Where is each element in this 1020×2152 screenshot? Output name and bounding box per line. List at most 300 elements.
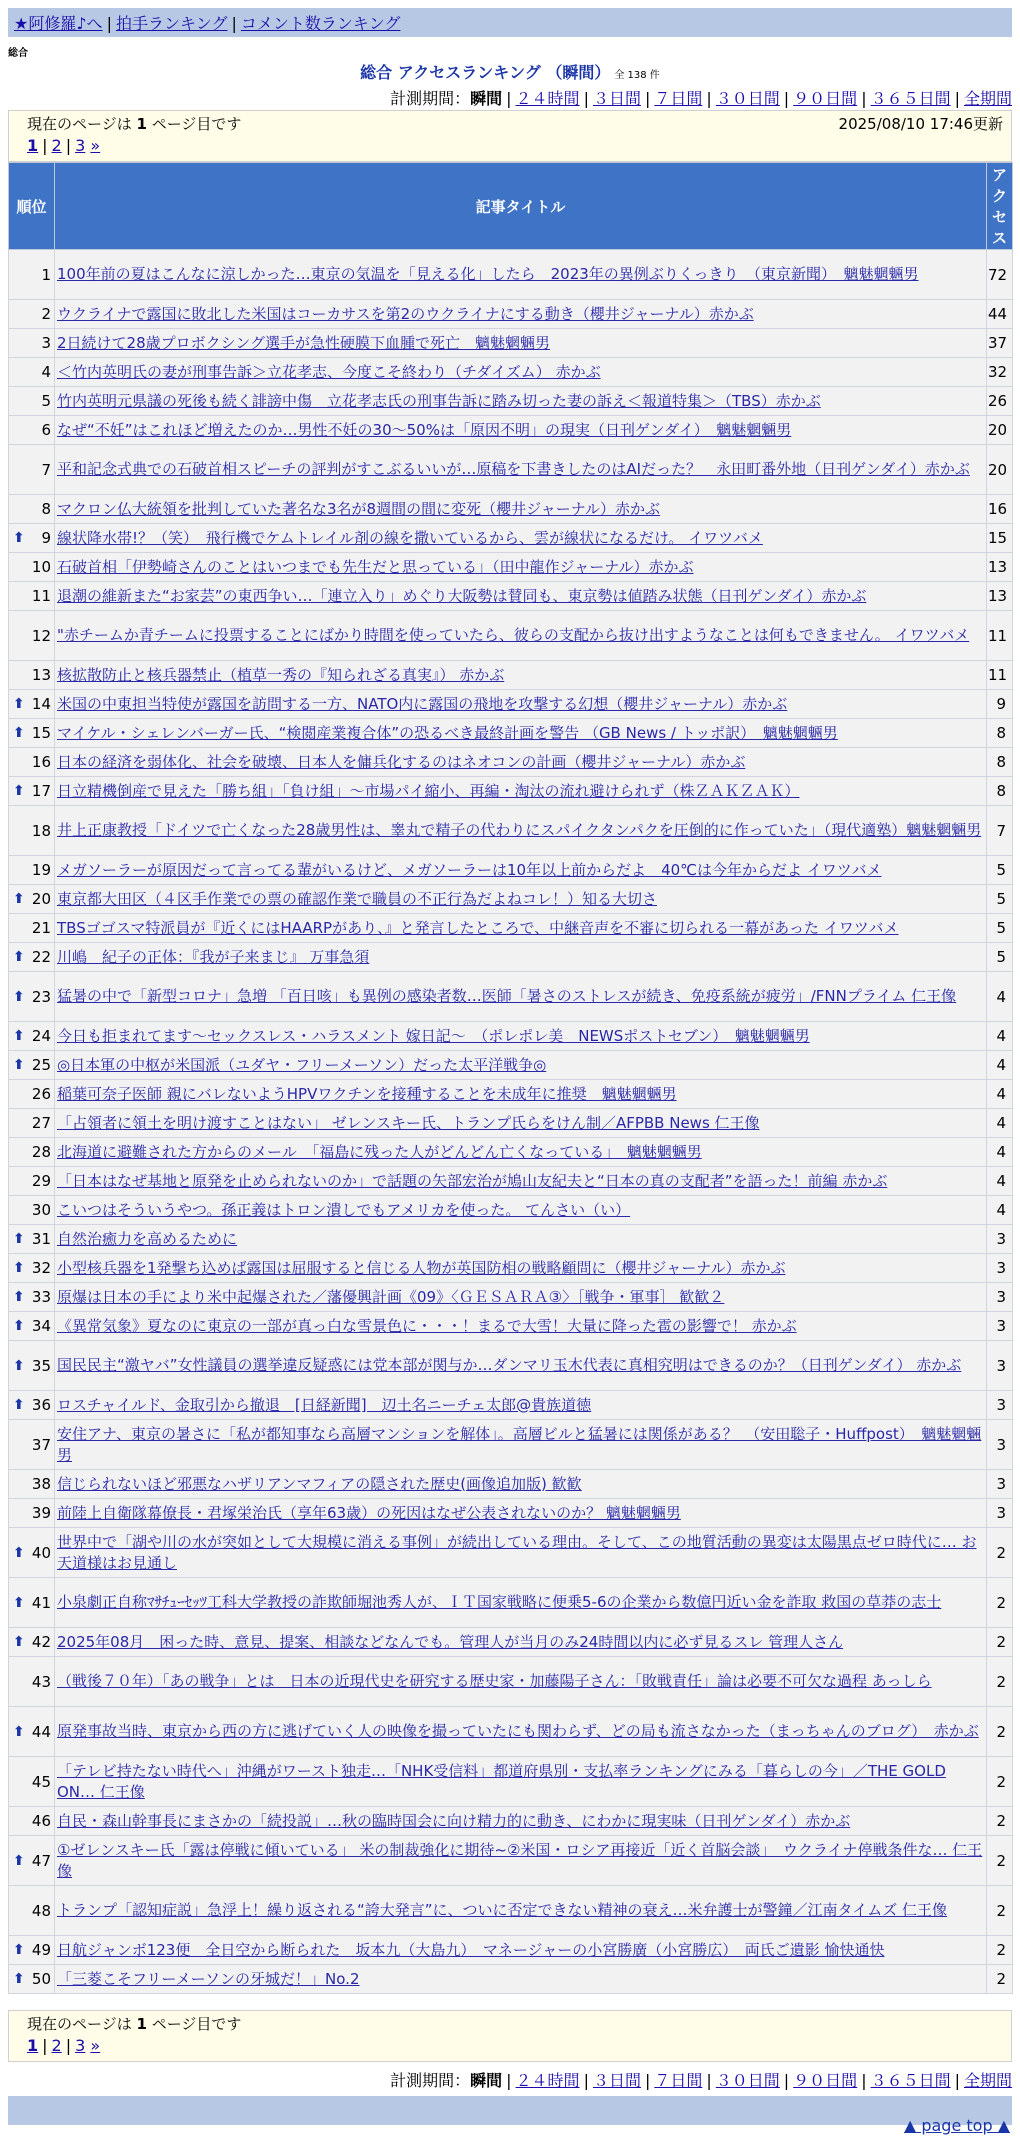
rank-number: 16 [31,753,51,771]
title-cell [55,972,987,1022]
title-cell [55,1807,987,1836]
rank-cell [9,495,55,524]
page-top [904,2116,1010,2135]
article-title-link[interactable]: 「日本はなぜ基地と原発を止められないのか」で話題の矢部宏治が鳩山友紀夫と“日本の真の支配者”を語った！前編 赤かぶ [57,1171,888,1190]
access-count: 15 [987,524,1013,553]
ranking-row [9,1499,1013,1528]
page-info [27,2013,1001,2034]
rank-cell [9,943,55,972]
page-separator: | [65,136,72,155]
access-count: 2 [987,1628,1013,1657]
rank-cell [9,1391,55,1420]
period-separator: | [583,2071,589,2090]
article-title-link[interactable]: 竹内英明元県議の死後も続く誹謗中傷 立花孝志氏の刑事告訴に踏み切った妻の訴え＜報道特集＞（TBS）赤かぶ [57,391,821,410]
access-count: 2 [987,1836,1013,1886]
access-count: 3 [987,1470,1013,1499]
rank-up-arrow-icon: ⬆ [13,1231,25,1247]
title-cell [55,690,987,719]
rank-up-arrow-icon: ⬆ [13,988,25,1005]
rank-header: 順位 [9,163,55,250]
article-title-link[interactable]: 2025年08月 困った時、意見、提案、相談などなんでも。管理人が当月のみ24時間以内に必ず見るスレ 管理人さん [57,1632,844,1651]
rank-up-arrow-icon: ⬆ [13,1357,25,1374]
access-count: 4 [987,1138,1013,1167]
ranking-row [9,300,1013,329]
rank-cell [9,1707,55,1757]
rank-cell [9,1080,55,1109]
ranking-row [9,972,1013,1022]
title-cell [55,914,987,943]
ranking-row [9,495,1013,524]
rank-up-arrow-icon: ⬆ [13,1971,25,1987]
article-title-link[interactable]: 稲葉可奈子医師 親にバレないようHPVワクチンを接種することを未成年に推奨 魑魅魍魎男 [57,1084,677,1103]
article-title-link[interactable]: （戦後７０年）「あの戦争」とは 日本の近現代史を研究する歴史家・加藤陽子さん：「敗戦責任」論は必要不可欠な過程 あっしら [57,1672,932,1690]
rank-number: 7 [41,460,51,479]
article-title-link[interactable]: 猛暑の中で「新型コロナ」急増 「百日咳」も異例の感染者数…医師「暑さのストレスが続き、免疫系統が疲労」/FNNプライム 仁王像 [57,987,957,1005]
ranking-row [9,329,1013,358]
period-separator: | [954,2071,960,2090]
rank-cell [9,416,55,445]
rank-cell [9,1499,55,1528]
rank-number: 11 [31,587,51,605]
rank-number: 20 [31,890,51,908]
ranking-row [9,777,1013,806]
rank-cell [9,1965,55,1994]
ranking-row [9,1420,1013,1470]
period-separator: | [706,2071,712,2090]
period-option-link[interactable]: ９０日間 [793,2071,858,2090]
period-separator: | [861,2071,867,2090]
period-option-link[interactable]: ９０日間 [793,89,858,108]
rank-number: 4 [41,363,51,381]
page-info-prefix: 現在のページは [27,115,132,133]
rank-cell [9,972,55,1022]
access-count: 16 [987,495,1013,524]
period-separator: | [783,89,790,108]
title-cell [55,524,987,553]
article-title-link[interactable]: 井上正康教授「ドイツで亡くなった28歳男性は、睾丸で精子の代わりにスパイクタンパクを圧倒的に作っていた」（現代適塾）魑魅魍魎男 [57,821,982,839]
title-cell [55,1420,987,1470]
title-cell [55,1312,987,1341]
ranking-row [9,1283,1013,1312]
article-title-link[interactable]: ロスチャイルド、金取引から撤退 [日経新聞] 辺土名ニーチェ太郎@貴族道徳 [57,1395,592,1414]
title-cell [55,1138,987,1167]
rank-cell [9,329,55,358]
access-count: 72 [987,250,1013,300]
article-title-link[interactable]: 今日も拒まれてます～セックスレス・ハラスメント 嫁日記～ （ポレポレ美 NEWSポストセブン） 魑魅魍魎男 [57,1026,810,1045]
rank-number: 40 [31,1543,51,1562]
access-count: 5 [987,856,1013,885]
nav-separator: | [231,14,237,33]
period-option-link[interactable]: ７日間 [654,89,703,108]
ranking-row [9,1707,1013,1757]
article-title-link[interactable]: 小型核兵器を1発撃ち込めば露国は屈服すると信じる人物が英国防相の戦略顧問に（櫻井ジャーナル）赤かぶ [57,1258,786,1277]
period-separator: | [783,2071,790,2090]
rank-number: 10 [31,558,51,576]
title-cell [55,1578,987,1628]
ranking-row [9,1578,1013,1628]
article-title-link[interactable]: 小泉劇正自称ﾏｻﾁｭｰｾｯﾂ工科大学教授の詐欺師堀池秀人が、ＩＴ国家戦略に便乗5-6の企業から数億円近い金を詐取 救国の草莽の志士 [57,1593,942,1611]
period-separator: | [583,89,589,108]
rank-cell [9,914,55,943]
rank-number: 44 [31,1722,51,1741]
title-cell [55,748,987,777]
article-title-link[interactable]: 信じられないほど邪悪なハザリアンマフィアの隠された歴史(画像追加版) 歓歓 [57,1474,582,1493]
page-link-current[interactable] [27,2036,38,2055]
ranking-row [9,806,1013,856]
period-selector-bottom [390,2068,1012,2091]
page-link[interactable]: 3 [75,2036,86,2055]
pager-bottom [8,2010,1012,2062]
rank-number: 47 [31,1851,51,1870]
article-title-link[interactable]: ＜竹内英明氏の妻が刑事告訴＞立花孝志、今度こそ終わり（チダイズム） 赤かぶ [57,362,601,381]
rank-cell [9,445,55,495]
access-count: 2 [987,1807,1013,1836]
article-title-link[interactable]: 《異常気象》夏なのに東京の一部が真っ白な雪景色に・・・！まるで大雪！大量に降った雹の影響で！ 赤かぶ [57,1316,797,1335]
rank-number: 45 [31,1772,51,1791]
rank-number: 41 [31,1593,51,1612]
page-separator: | [65,2036,72,2055]
article-title-link[interactable]: 自然治癒力を高めるために [57,1229,238,1248]
article-title-link[interactable]: 自民・森山幹事長にまさかの「続投説」…秋の臨時国会に向け精力的に動き、にわかに現実味（日刊ゲンダイ）赤かぶ [57,1811,851,1830]
period-separator: | [706,89,712,108]
title-cell [55,1196,987,1225]
access-count: 11 [987,661,1013,690]
rank-cell [9,856,55,885]
period-current: 瞬間 [470,89,503,108]
page-top-link[interactable]: ▲ page top ▲ [903,2116,1010,2135]
rank-cell [9,358,55,387]
article-title-link[interactable]: トランプ「認知症説」急浮上！繰り返される“誇大発言”に、ついに否定できない精神の衰え…米弁護士が警鐘／江南タイムズ 仁王像 [57,1901,948,1919]
article-title-link[interactable]: 世界中で「湖や川の水が突如として大規模に消える事例」が続出している理由。そして、この地質活動の異変は太陽黒点ゼロ時代に… お天道様はお見通し [57,1532,977,1572]
period-separator: | [506,2071,512,2090]
period-option-link[interactable]: ３日間 [592,89,641,108]
rank-up-arrow-icon: ⬆ [13,1544,25,1561]
rank-up-arrow-icon: ⬆ [13,1057,25,1073]
title-cell [55,582,987,611]
rank-up-arrow-icon: ⬆ [13,1397,25,1413]
article-title-link[interactable]: 核拡散防止と核兵器禁止（植草一秀の『知られざる真実』） 赤かぶ [57,665,505,684]
rank-number: 28 [31,1143,51,1161]
article-title-link[interactable]: 平和記念式典での石破首相スピーチの評判がすこぶるいいが…原稿を下書きしたのはAIだった？ 永田町番外地（日刊ゲンダイ）赤かぶ [57,460,970,478]
bottom-bar [8,2096,1012,2125]
rank-number: 25 [31,1056,51,1074]
title-cell [55,611,987,661]
access-count: 3 [987,1341,1013,1391]
access-count: 3 [987,1391,1013,1420]
access-count: 37 [987,329,1013,358]
ranking-row [9,1757,1013,1807]
rank-number: 29 [31,1172,51,1190]
ranking-row [9,1022,1013,1051]
period-option-link[interactable]: ３６５日間 [870,89,951,108]
rank-cell [9,1167,55,1196]
article-title-link[interactable]: 日立精機倒産で見えた「勝ち組」「負け組」～市場パイ縮小、再編・淘汰の流れ避けられず（株ＺＡＫＺＡＫ） [57,781,800,800]
title-cell [55,1628,987,1657]
rank-cell [9,1807,55,1836]
article-title-link[interactable]: 2日続けて28歳プロボクシング選手が急性硬膜下血腫で死亡 魑魅魍魎男 [57,333,550,352]
page-link[interactable]: 3 [75,136,86,155]
access-count: 8 [987,777,1013,806]
ranking-row [9,1391,1013,1420]
period-separator: | [506,89,512,108]
page-info-prefix: 現在のページは [27,2015,132,2033]
page-link-current[interactable] [27,136,38,155]
ranking-row [9,1807,1013,1836]
article-title-link[interactable]: 北海道に避難された方からのメール 「福島に残った人がどんどん亡くなっている」 魑魅魍魎男 [57,1142,702,1161]
rank-number: 42 [31,1633,51,1651]
rank-up-arrow-icon: ⬆ [13,783,25,799]
rank-number: 5 [41,392,51,410]
comment-ranking-link[interactable]: コメント数ランキング [240,14,401,33]
article-title-link[interactable]: ①ゼレンスキー氏「露は停戦に傾いている」 米の制裁強化に期待~②米国・ロシア再接近「近く首脳会談」 ウクライナ停戦条件な… 仁王像 [57,1840,983,1880]
period-option-link[interactable]: 全期間 [963,2071,1012,2090]
pager-top [8,110,1012,162]
article-title-link[interactable]: 米国の中東担当特使が露国を訪問する一方、NATO内に露国の飛地を攻撃する幻想（櫻井ジャーナル）赤かぶ [57,694,788,713]
access-count: 2 [987,1936,1013,1965]
article-title-link[interactable]: マイケル・シェレンバーガー氏、“検閲産業複合体”の恐るべき最終計画を警告 （GB News / トッポ訳） 魑魅魍魎男 [57,723,838,742]
total-count: 全 138 件 [614,70,660,81]
rank-cell [9,1283,55,1312]
ranking-row [9,1196,1013,1225]
rank-cell [9,1628,55,1657]
title-cell [55,329,987,358]
rank-number: 27 [31,1114,51,1132]
rank-up-arrow-icon: ⬆ [13,1634,25,1650]
rank-number: 2 [41,305,51,323]
rank-number: 36 [31,1396,51,1414]
access-count: 8 [987,719,1013,748]
page-info-suffix: ページ目です [151,115,242,133]
access-count: 3 [987,1420,1013,1470]
rank-cell [9,1138,55,1167]
access-count: 32 [987,358,1013,387]
rank-number: 31 [31,1230,51,1248]
title-cell [55,1965,987,1994]
article-title-link[interactable]: ◎日本軍の中枢が米国派（ユダヤ・フリーメーソン）だった太平洋戦争◎ [57,1055,547,1074]
title-cell [55,943,987,972]
period-option-link[interactable]: 全期間 [963,89,1012,108]
ranking-row [9,1628,1013,1657]
article-title-link[interactable]: 日航ジャンボ123便 全日空から断られた 坂本九（大島九） マネージャーの小宮勝廣（小宮勝広） 両氏ご遺影 愉快通快 [57,1940,885,1959]
article-title-link[interactable]: マクロン仏大統領を批判していた著名な3名が8週間の間に変死（櫻井ジャーナル）赤かぶ [57,499,661,518]
page-separator: | [42,136,48,155]
title-cell [55,1254,987,1283]
access-count: 5 [987,943,1013,972]
rank-up-arrow-icon: ⬆ [13,1942,25,1958]
rank-cell [9,1254,55,1283]
ranking-row [9,1657,1013,1707]
title-cell [55,777,987,806]
access-header: アクセス [987,163,1013,250]
ranking-row [9,1886,1013,1936]
rank-up-arrow-icon: ⬆ [13,949,25,965]
rank-number: 39 [31,1504,51,1522]
rank-number: 37 [31,1435,51,1454]
rank-cell [9,806,55,856]
ranking-row [9,1836,1013,1886]
period-option-link[interactable]: ２４時間 [515,89,580,108]
period-option-link[interactable]: ２４時間 [515,2071,580,2090]
rank-cell [9,1657,55,1707]
article-title-link[interactable]: 前陸上自衛隊幕僚長・君塚栄治氏（享年63歳）の死因はなぜ公表されないのか？ 魑魅魍魎男 [57,1503,681,1522]
ranking-row [9,1341,1013,1391]
rank-number: 21 [31,919,51,937]
period-option-link[interactable]: ３０日間 [715,89,780,108]
article-title-link[interactable]: こいつはそういうやつ。孫正義はトロン潰しでもアメリカを使った。 てんさい（い） [57,1200,631,1219]
ranking-row [9,387,1013,416]
article-title-link[interactable]: ウクライナで露国に敗北した米国はコーカサスを第2のウクライナにする動き（櫻井ジャーナル）赤かぶ [57,304,754,323]
ranking-row [9,1936,1013,1965]
rank-cell [9,1341,55,1391]
article-title-link[interactable]: 「テレビ持たない時代へ」沖縄がワースト独走…「NHK受信料」都道府県別・支払率ランキングにみる「暮らしの今」／THE GOLD ON… 仁王像 [57,1761,946,1801]
access-count: 13 [987,582,1013,611]
rank-cell [9,1196,55,1225]
title-cell [55,1657,987,1707]
ranking-row [9,611,1013,661]
period-option-link[interactable]: ３日間 [592,2071,641,2090]
access-count: 4 [987,1109,1013,1138]
article-title-link[interactable]: 「三菱こそフリーメーソンの牙城だ！」No.2 [57,1969,360,1988]
rank-number: 8 [41,500,51,518]
page-current-number: 1 [27,136,39,155]
title-cell [55,1225,987,1254]
article-title-link[interactable]: TBSゴゴスマ特派員が『近くにはHAARPがあり、』と発言したところで、中継音声を不審に切られる一幕があった イワツバメ [57,918,899,937]
title-cell [55,1528,987,1578]
page-current-number: 1 [27,2036,39,2055]
rank-cell [9,1936,55,1965]
title-cell [55,1283,987,1312]
ranking-row [9,1528,1013,1578]
access-count: 2 [987,1528,1013,1578]
rank-up-arrow-icon: ⬆ [13,1289,25,1305]
rank-up-arrow-icon: ⬆ [13,696,25,712]
access-count: 3 [987,1254,1013,1283]
ranking-row [9,1080,1013,1109]
article-title-link[interactable]: 退潮の維新また“お家芸”の東西争い…「連立入り」めぐり大阪勢は賛同も、東京勢は値踏み状態（日刊ゲンダイ）赤かぶ [57,586,867,605]
period-label: 計測期間： [390,2071,471,2090]
ranking-row [9,914,1013,943]
access-count: 2 [987,1657,1013,1707]
article-title-link[interactable]: 川嶋 紀子の正体：『我が子来まじ』 万事急須 [57,947,370,966]
rank-up-arrow-icon: ⬆ [13,1594,25,1611]
rank-number: 38 [31,1475,51,1493]
title-cell [55,1936,987,1965]
article-title-link[interactable]: なぜ“不妊”はこれほど増えたのか…男性不妊の30～50%は「原因不明」の現実（日刊ゲンダイ） 魑魅魍魎男 [57,420,792,439]
rank-number: 46 [31,1812,51,1830]
access-count: 20 [987,416,1013,445]
section-label: 総合 [8,48,28,59]
article-title-link[interactable]: 原爆は日本の手により米中起爆された／藩優興計画《09》〈ＧＥＳＡＲＡ③〉［戦争・軍事］ 歓歓２ [57,1287,725,1306]
ranking-row [9,250,1013,300]
access-count: 26 [987,387,1013,416]
ranking-row [9,661,1013,690]
article-title-link[interactable]: メガソーラーが原因だって言ってる輩がいるけど、メガソーラーは10年以上前からだよ 40℃は今年からだよ イワツバメ [57,860,882,879]
next-page-link[interactable]: » [90,2036,101,2055]
ranking-row [9,719,1013,748]
access-count: 13 [987,553,1013,582]
article-title-link[interactable]: 東京都大田区（４区手作業での票の確認作業で職員の不正行為だよねコレ！）知る大切さ [57,889,658,908]
rank-cell [9,661,55,690]
title-cell [55,1022,987,1051]
updated-timestamp: 2025/08/10 17:46更新 [838,115,1003,133]
access-count: 5 [987,914,1013,943]
rank-up-arrow-icon: ⬆ [13,1723,25,1740]
access-count: 11 [987,611,1013,661]
access-count: 44 [987,300,1013,329]
clap-ranking-link[interactable]: 拍手ランキング [115,14,228,33]
page-link[interactable]: 2 [51,2036,62,2055]
rank-cell [9,582,55,611]
article-title-link[interactable]: 「占領者に領土を明け渡すことはない」 ゼレンスキー氏、トランプ氏らをけん制／AFPBB News 仁王像 [57,1113,760,1132]
rank-number: 30 [31,1201,51,1219]
article-title-link[interactable]: 線状降水帯!？（笑） 飛行機でケムトレイル剤の線を撒いているから、雲が線状になるだけ。 イワツバメ [57,528,763,547]
period-option-link[interactable]: ３６５日間 [870,2071,951,2090]
title-cell [55,1499,987,1528]
title-cell [55,387,987,416]
rank-number: 24 [31,1027,51,1045]
rank-number: 14 [31,695,51,713]
ranking-table [8,162,1013,1994]
period-separator: | [644,89,651,108]
article-title-link[interactable]: "赤チームか青チームに投票することにばかり時間を使っていたら、彼らの支配から抜け出すようなことは何もできません。 イワツバメ [57,626,970,644]
access-count: 3 [987,1283,1013,1312]
access-count: 3 [987,1312,1013,1341]
article-title-link[interactable]: 国民民主“激ヤバ”女性議員の選挙違反疑惑には党本部が関与か…ダンマリ玉木代表に真相究明はできるのか？（日刊ゲンダイ） 赤かぶ [57,1356,962,1374]
rank-cell [9,1022,55,1051]
rank-number: 22 [31,948,51,966]
page-links [27,2036,1001,2055]
article-title-link[interactable]: 100年前の夏はこんなに涼しかった…東京の気温を「見える化」したら 2023年の異例ぶりくっきり （東京新聞） 魑魅魍魎男 [57,265,919,283]
rank-number: 35 [31,1356,51,1375]
rank-cell [9,1528,55,1578]
rank-number: 33 [31,1288,51,1306]
access-count: 3 [987,1499,1013,1528]
rank-number: 12 [31,626,51,645]
article-title-link[interactable]: 原発事故当時、東京から西の方に逃げていく人の映像を撮っていたにも関わらず、どの局も流さなかった（まっちゃんのブログ） 赤かぶ [57,1722,979,1740]
title-cell [55,1470,987,1499]
ranking-row [9,856,1013,885]
access-count: 4 [987,972,1013,1022]
home-link[interactable]: ★阿修羅♪へ [14,14,103,33]
article-title-link[interactable]: 日本の経済を弱体化、社会を破壊、日本人を傭兵化するのはネオコンの計画（櫻井ジャーナル）赤かぶ [57,752,746,771]
page-link[interactable]: 2 [51,136,62,155]
rank-up-arrow-icon: ⬆ [13,1260,25,1276]
title-cell [55,1836,987,1886]
rank-number: 18 [31,821,51,840]
title-cell [55,1109,987,1138]
title-cell [55,719,987,748]
access-count: 2 [987,1578,1013,1628]
rank-cell [9,1470,55,1499]
page-title-text: 総合 アクセスランキング （瞬間） [360,63,611,82]
rank-cell [9,1886,55,1936]
article-title-link[interactable]: 石破首相「伊勢崎さんのことはいつまでも先生だと思っている」（田中龍作ジャーナル）赤かぶ [57,557,694,576]
rank-cell [9,748,55,777]
article-title-link[interactable]: 安住アナ、東京の暑さに「私が都知事なら高層マンションを解体」。高層ビルと猛暑には関係がある？ （安田聡子・Huffpost） 魑魅魍魎男 [57,1424,982,1464]
access-count: 2 [987,1707,1013,1757]
period-option-link[interactable]: ７日間 [654,2071,703,2090]
next-page-link[interactable]: » [90,136,101,155]
ranking-row [9,748,1013,777]
access-count: 4 [987,1080,1013,1109]
rank-cell [9,250,55,300]
ranking-row [9,1167,1013,1196]
rank-number: 43 [31,1672,51,1691]
ranking-row [9,1138,1013,1167]
ranking-row [9,445,1013,495]
period-option-link[interactable]: ３０日間 [715,2071,780,2090]
rank-number: 19 [31,861,51,879]
